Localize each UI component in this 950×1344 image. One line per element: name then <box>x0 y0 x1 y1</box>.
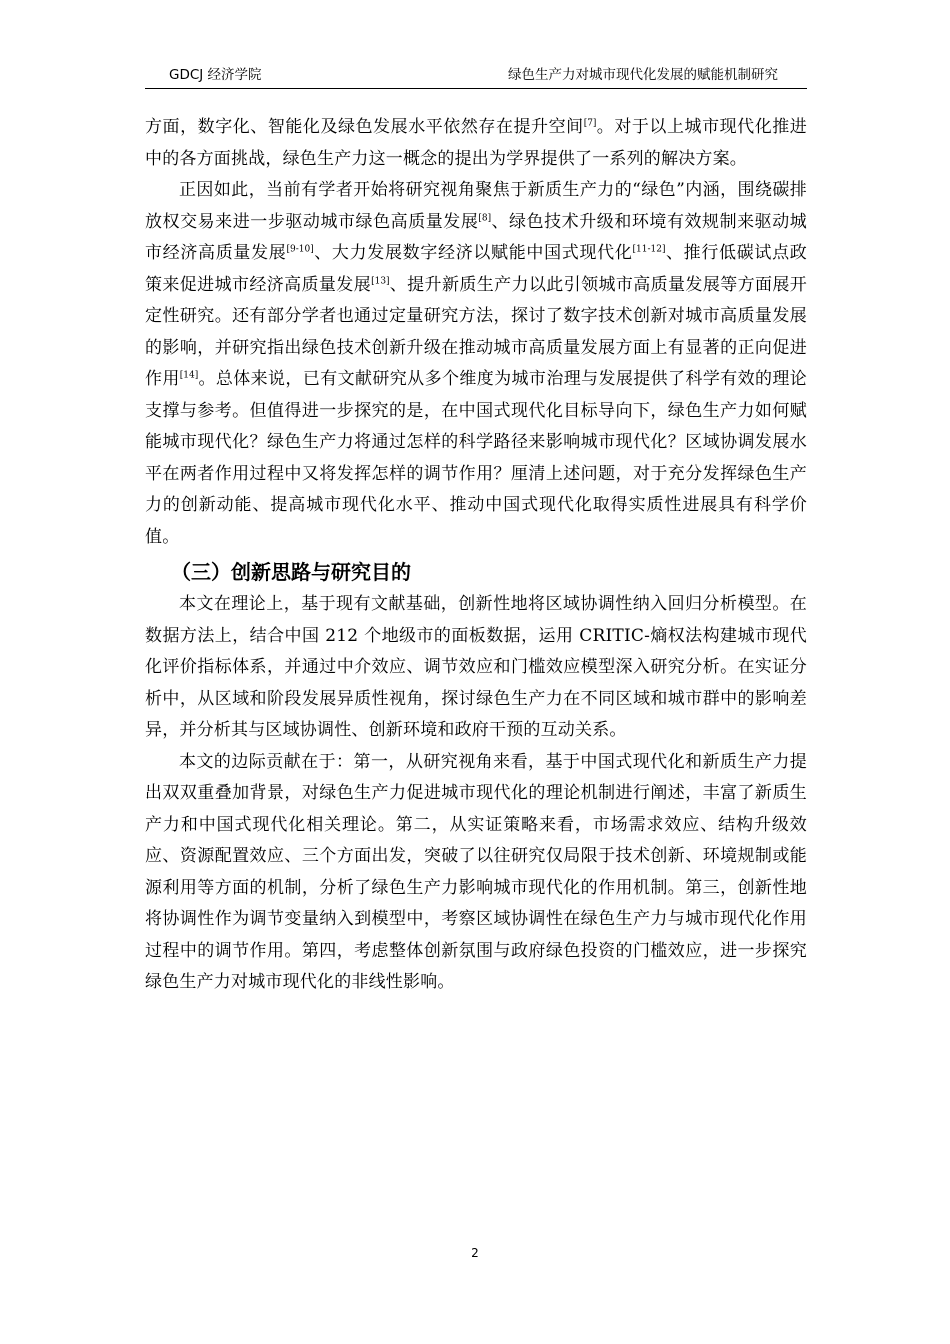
paragraph-text: 、推行低碳试点政策来促进城市经济高质量发展 <box>145 243 807 295</box>
paragraph-text: 。总体来说，已有文献研究从多个维度为城市治理与发展提供了科学有效的理论支撑与参考。但值得进一步探究的是，在中国式现代化目标导向下，绿色生产力如何赋能城市现代化？绿色生产力将通过怎样的科学路径来影响城市现代化？区域协调发展水平在两者作用过程中又将发挥怎样的调节作用？厘清上述问题，对于充分发挥绿色生产力的创新动能、提高城市现代化水平、推动中国式现代化取得实质性进展具有科学价值。 <box>145 369 808 547</box>
page-header <box>145 64 805 88</box>
citation-11-12: [11-12] <box>632 244 666 255</box>
citation-9-10: [9-10] <box>286 244 314 255</box>
page-body <box>145 112 807 999</box>
header-left-text: GDCJ 经济学院 <box>169 67 262 83</box>
paragraph-contributions: 本文的边际贡献在于：第一，从研究视角来看，基于中国式现代化和新质生产力提出双双重叠加背景，对绿色生产力促进城市现代化的理论机制进行阐述，丰富了新质生产力和中国式现代化相关理论。第二，从实证策略来看，市场需求效应、结构升级效应、资源配置效应、三个方面出发，突破了以往研究仅局限于技术创新、环境规制或能源利用等方面的机制，分析了绿色生产力影响城市现代化的作用机制。第三，创新性地将协调性作为调节变量纳入到模型中，考察区域协调性在绿色生产力与城市现代化作用过程中的调节作用。第四，考虑整体创新氛围与政府绿色投资的门槛效应，进一步探究绿色生产力对城市现代化的非线性影响。 <box>145 751 807 992</box>
citation-14: [14] <box>179 370 199 381</box>
section-heading: （三）创新思路与研究目的 <box>171 560 411 584</box>
citation-13: [13] <box>371 275 390 286</box>
paragraph-text: 、大力发展数字经济以赋能中国式现代化 <box>313 243 633 263</box>
citation-7: [7] <box>583 118 597 129</box>
paragraph-text: 。对于以上城市现代化推进中的各方面挑战，绿色生产力这一概念的提出为学界提供了一系列的解决方案。 <box>145 117 808 169</box>
paragraph-text: 、提升新质生产力以此引领城市高质量发展等方面展开定性研究。还有部分学者也通过定量研究方法，探讨了数字技术创新对城市高质量发展的影响，并研究指出绿色技术创新升级在推动城市高质量发展方面上有显著的正向促进作用 <box>145 274 807 389</box>
paragraph-methodology: 本文在理论上，基于现有文献基础，创新性地将区域协调性纳入回归分析模型。在数据方法上，结合中国 212 个地级市的面板数据，运用 CRITIC-熵权法构建城市现代化评价指标体系，并通过中介效应、调节效应和门槛效应模型深入研究分析。在实证分析中，从区域和阶段发展异质性视角，探讨绿色生产力在不同区域和城市群中的影响差异，并分析其与区域协调性、创新环境和政府干预的互动关系。 <box>145 594 807 740</box>
page-number: 2 <box>471 1246 479 1260</box>
paragraph-text: 、绿色技术升级和环境有效规制来驱动城市经济高质量发展 <box>145 211 807 263</box>
citation-8: [8] <box>478 212 492 223</box>
paragraph-text: 方面，数字化、智能化及绿色发展水平依然存在提升空间 <box>145 117 584 137</box>
header-divider <box>145 88 807 89</box>
paragraph-literature-review <box>145 175 807 553</box>
header-right-title: 绿色生产力对城市现代化发展的赋能机制研究 <box>508 67 778 83</box>
paragraph-continuation <box>145 112 807 175</box>
paragraph-text: 正因如此，当前有学者开始将研究视角聚焦于新质生产力的“绿色”内涵，围绕碳排放权交易来进一步驱动城市绿色高质量发展 <box>145 180 807 232</box>
